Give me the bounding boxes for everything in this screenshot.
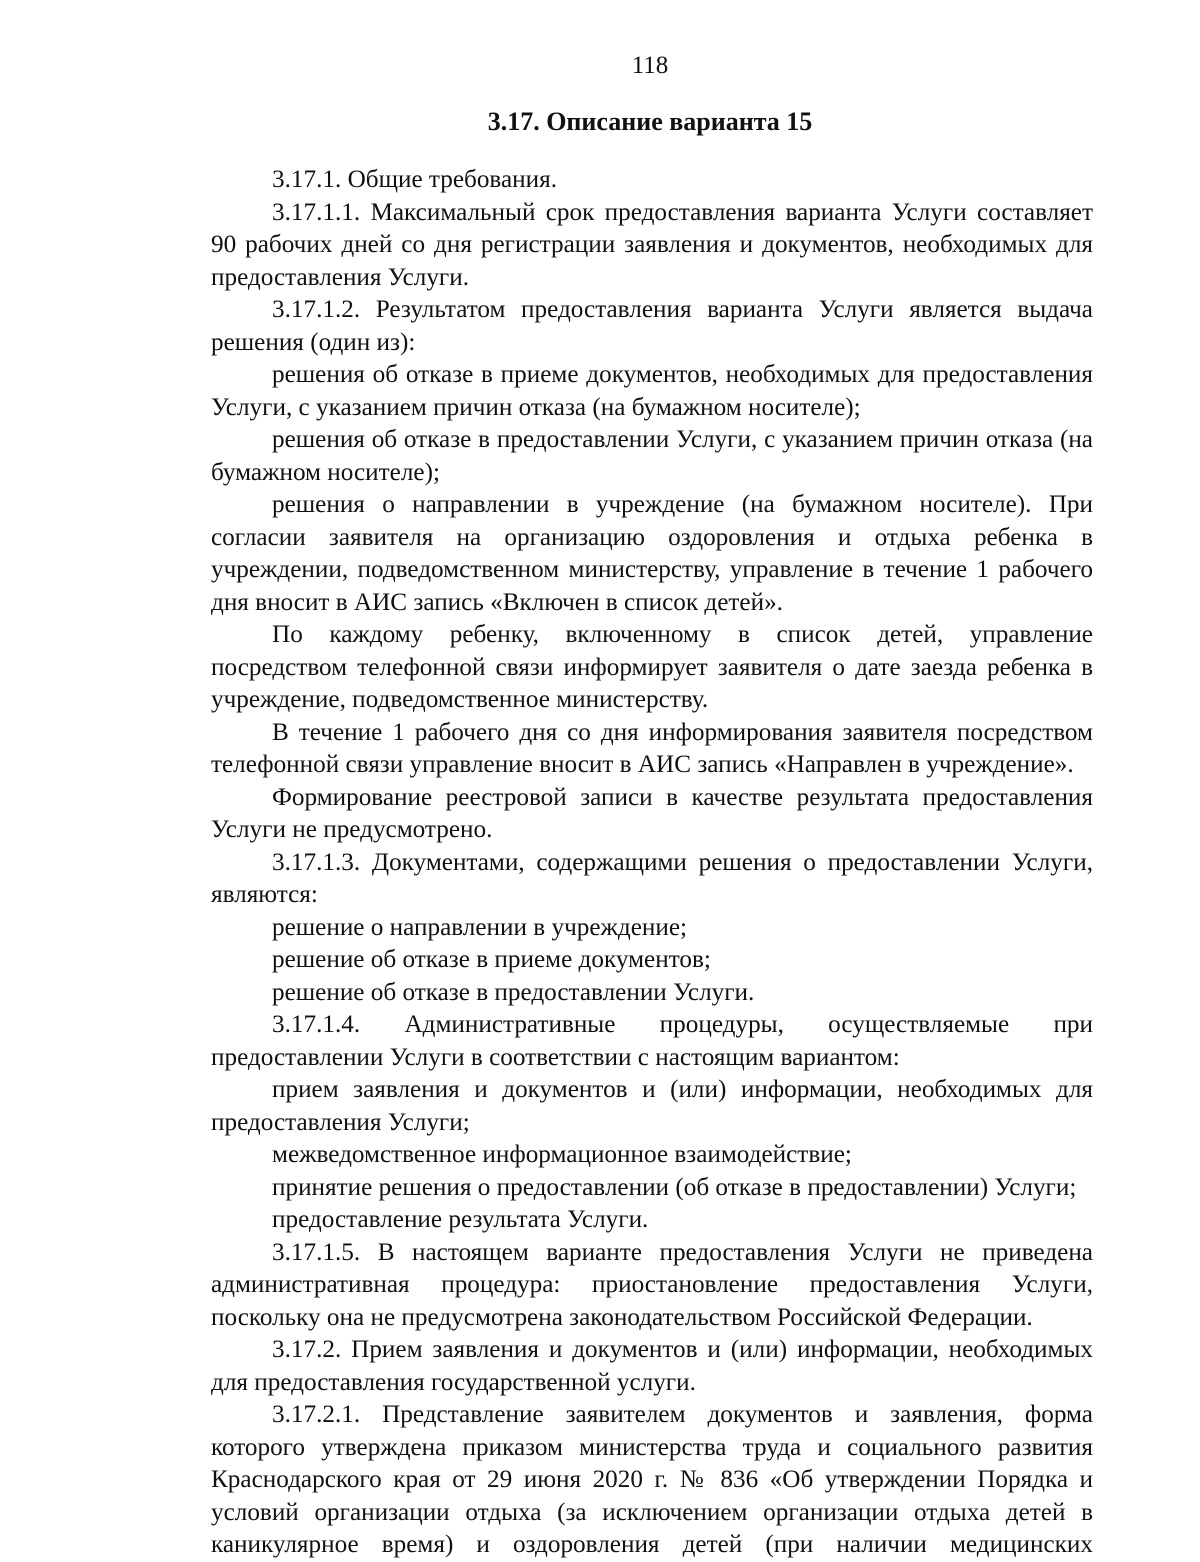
list-item-interagency: межведомственное информационное взаимодействие;	[272, 1141, 852, 1168]
paragraph-3-17-2: 3.17.2. Прием заявления и документов и (или) информации, необходимых для предоставления государственной услуги.	[211, 1336, 1093, 1396]
list-item-direction-decision: решения о направлении в учреждение (на бумажном носителе). При согласии заявителя на организацию оздоровления и отдыха ребенка в учреждении, подведомственном министерству, управление в течение 1 рабочего дня вносит в АИС запись «Включен в список детей».	[211, 491, 1093, 616]
paragraph-registry-record: Формирование реестровой записи в качестве результата предоставления Услуги не предусмотрено.	[211, 783, 1093, 843]
paragraph-3-17-1-1: 3.17.1.1. Максимальный срок предоставления варианта Услуги составляет 90 рабочих дней со дня регистрации заявления и документов, необходимых для предоставления Услуги.	[211, 198, 1093, 291]
list-item-refusal-acceptance: решения об отказе в приеме документов, необходимых для предоставления Услуги, с указанием причин отказа (на бумажном носителе);	[211, 361, 1093, 421]
paragraph-3-17-1-4: 3.17.1.4. Административные процедуры, осуществляемые при предоставлении Услуги в соответствии с настоящим вариантом:	[211, 1011, 1093, 1071]
list-item-decision-making: принятие решения о предоставлении (об отказе в предоставлении) Услуги;	[272, 1173, 1077, 1201]
list-item-decision-direction: решение о направлении в учреждение;	[272, 913, 688, 941]
paragraph-3-17-1: 3.17.1. Общие требования.	[272, 166, 557, 193]
document-body	[211, 164, 1093, 1562]
paragraph-child-notification: По каждому ребенку, включенному в список детей, управление посредством телефонной связи информирует заявителя о дате заезда ребенка в учреждение, подведомственное министерству.	[211, 621, 1093, 713]
paragraph-3-17-1-3: 3.17.1.3. Документами, содержащими решения о предоставлении Услуги, являются:	[211, 848, 1093, 908]
list-item-decision-refusal-provision: решение об отказе в предоставлении Услуги.	[272, 978, 755, 1006]
paragraph-ais-record: В течение 1 рабочего дня со дня информирования заявителя посредством телефонной связи управление вносит в АИС запись «Направлен в учреждение».	[211, 718, 1093, 778]
page-number: 118	[631, 52, 669, 79]
list-item-application-intake: прием заявления и документов и (или) информации, необходимых для предоставления Услуги;	[211, 1076, 1093, 1136]
paragraph-3-17-1-2: 3.17.1.2. Результатом предоставления варианта Услуги является выдача решения (один из):	[211, 296, 1093, 356]
paragraph-3-17-2-1: 3.17.2.1. Представление заявителем документов и заявления, форма которого утверждена приказом министерства труда и социального развития Краснодарского края от 29 июня 2020 г. № 836 «Об утверждении Порядка и условий организации отдыха (за исключением организации отдыха детей в каникулярное время) и оздоровления детей (при наличии медицинских	[211, 1401, 1093, 1558]
paragraph-3-17-1-5: 3.17.1.5. В настоящем варианте предоставления Услуги не приведена административная процедура: приостановление предоставления Услуги, поскольку она не предусмотрена законодательством Российской Федерации.	[211, 1238, 1093, 1331]
list-item-refusal-provision: решения об отказе в предоставлении Услуги, с указанием причин отказа (на бумажном носителе);	[211, 426, 1093, 486]
list-item-result-provision: предоставление результата Услуги.	[272, 1206, 649, 1233]
list-item-decision-refusal-acceptance: решение об отказе в приеме документов;	[272, 946, 711, 973]
section-heading: 3.17. Описание варианта 15	[487, 107, 813, 136]
